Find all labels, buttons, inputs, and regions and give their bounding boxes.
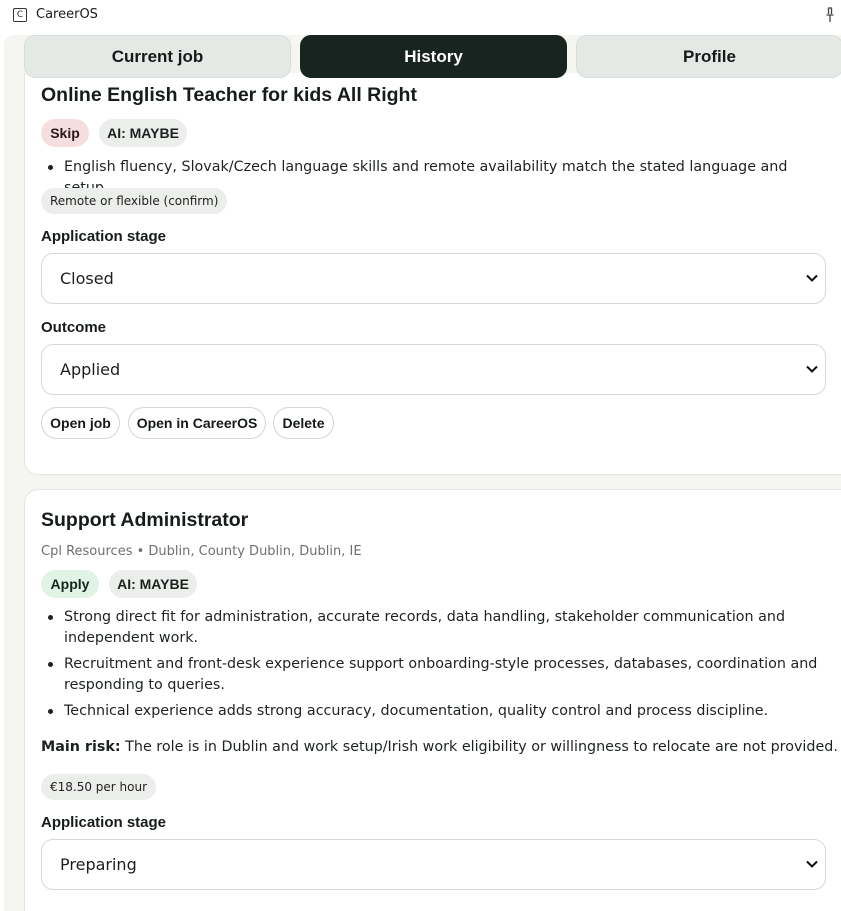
reasons-list <box>41 607 831 727</box>
delete-button[interactable]: Delete <box>273 407 334 439</box>
list-item: English fluency, Slovak/Czech language skills and remote availability match the stated language and <box>41 157 831 199</box>
tab-bar <box>24 35 841 78</box>
stage-label: Application stage <box>41 228 167 245</box>
chevron-down-icon <box>805 857 819 871</box>
tab-current-job[interactable]: Current job <box>24 35 291 78</box>
outcome-select[interactable] <box>41 344 826 395</box>
outcome-label: Outcome <box>41 319 107 336</box>
pay-tag: €18.50 per hour <box>41 774 156 800</box>
tab-profile[interactable]: Profile <box>576 35 841 78</box>
list-item: Strong direct fit for administration, accurate records, data handling, stakeholder communication and independent work. <box>41 607 831 649</box>
chevron-down-icon <box>805 362 819 376</box>
chevron-down-icon <box>805 271 819 285</box>
stage-select[interactable] <box>41 839 826 890</box>
tab-history[interactable]: History <box>300 35 567 78</box>
work-mode-tag: Remote or flexible (confirm) <box>41 188 227 214</box>
ai-verdict-badge: AI: MAYBE <box>99 119 187 147</box>
pin-icon[interactable] <box>825 7 835 23</box>
history-panel <box>4 35 841 911</box>
app-title: CareerOS <box>36 7 98 22</box>
stage-value: Closed <box>60 269 114 288</box>
list-item: Technical experience adds strong accuracy, documentation, quality control and process discipline. <box>41 701 831 722</box>
job-card <box>24 73 841 475</box>
stage-value: Preparing <box>60 855 137 874</box>
job-title: Support Administrator <box>41 509 249 531</box>
list-item: Recruitment and front-desk experience support onboarding-style processes, databases, coordination and responding to queries. <box>41 654 831 696</box>
ai-verdict-badge: AI: MAYBE <box>109 570 197 598</box>
job-card <box>24 489 841 911</box>
stage-select[interactable] <box>41 253 826 304</box>
risk-text: The role is in Dublin and work setup/Irish work eligibility or willingness to relocate are not provided. <box>125 739 838 755</box>
job-title: Online English Teacher for kids All Right <box>41 84 417 106</box>
main-risk <box>41 737 841 758</box>
risk-label: Main risk: <box>41 739 121 755</box>
stage-label: Application stage <box>41 814 167 831</box>
title-bar <box>0 0 841 32</box>
decision-badge: Skip <box>41 119 89 147</box>
open-in-careeros-button[interactable]: Open in CareerOS <box>128 407 266 439</box>
decision-badge: Apply <box>41 570 99 598</box>
open-job-button[interactable]: Open job <box>41 407 120 439</box>
company-location: Cpl Resources • Dublin, County Dublin, Dublin, IE <box>41 544 362 559</box>
outcome-value: Applied <box>60 360 121 379</box>
app-logo-icon: C <box>13 8 27 22</box>
